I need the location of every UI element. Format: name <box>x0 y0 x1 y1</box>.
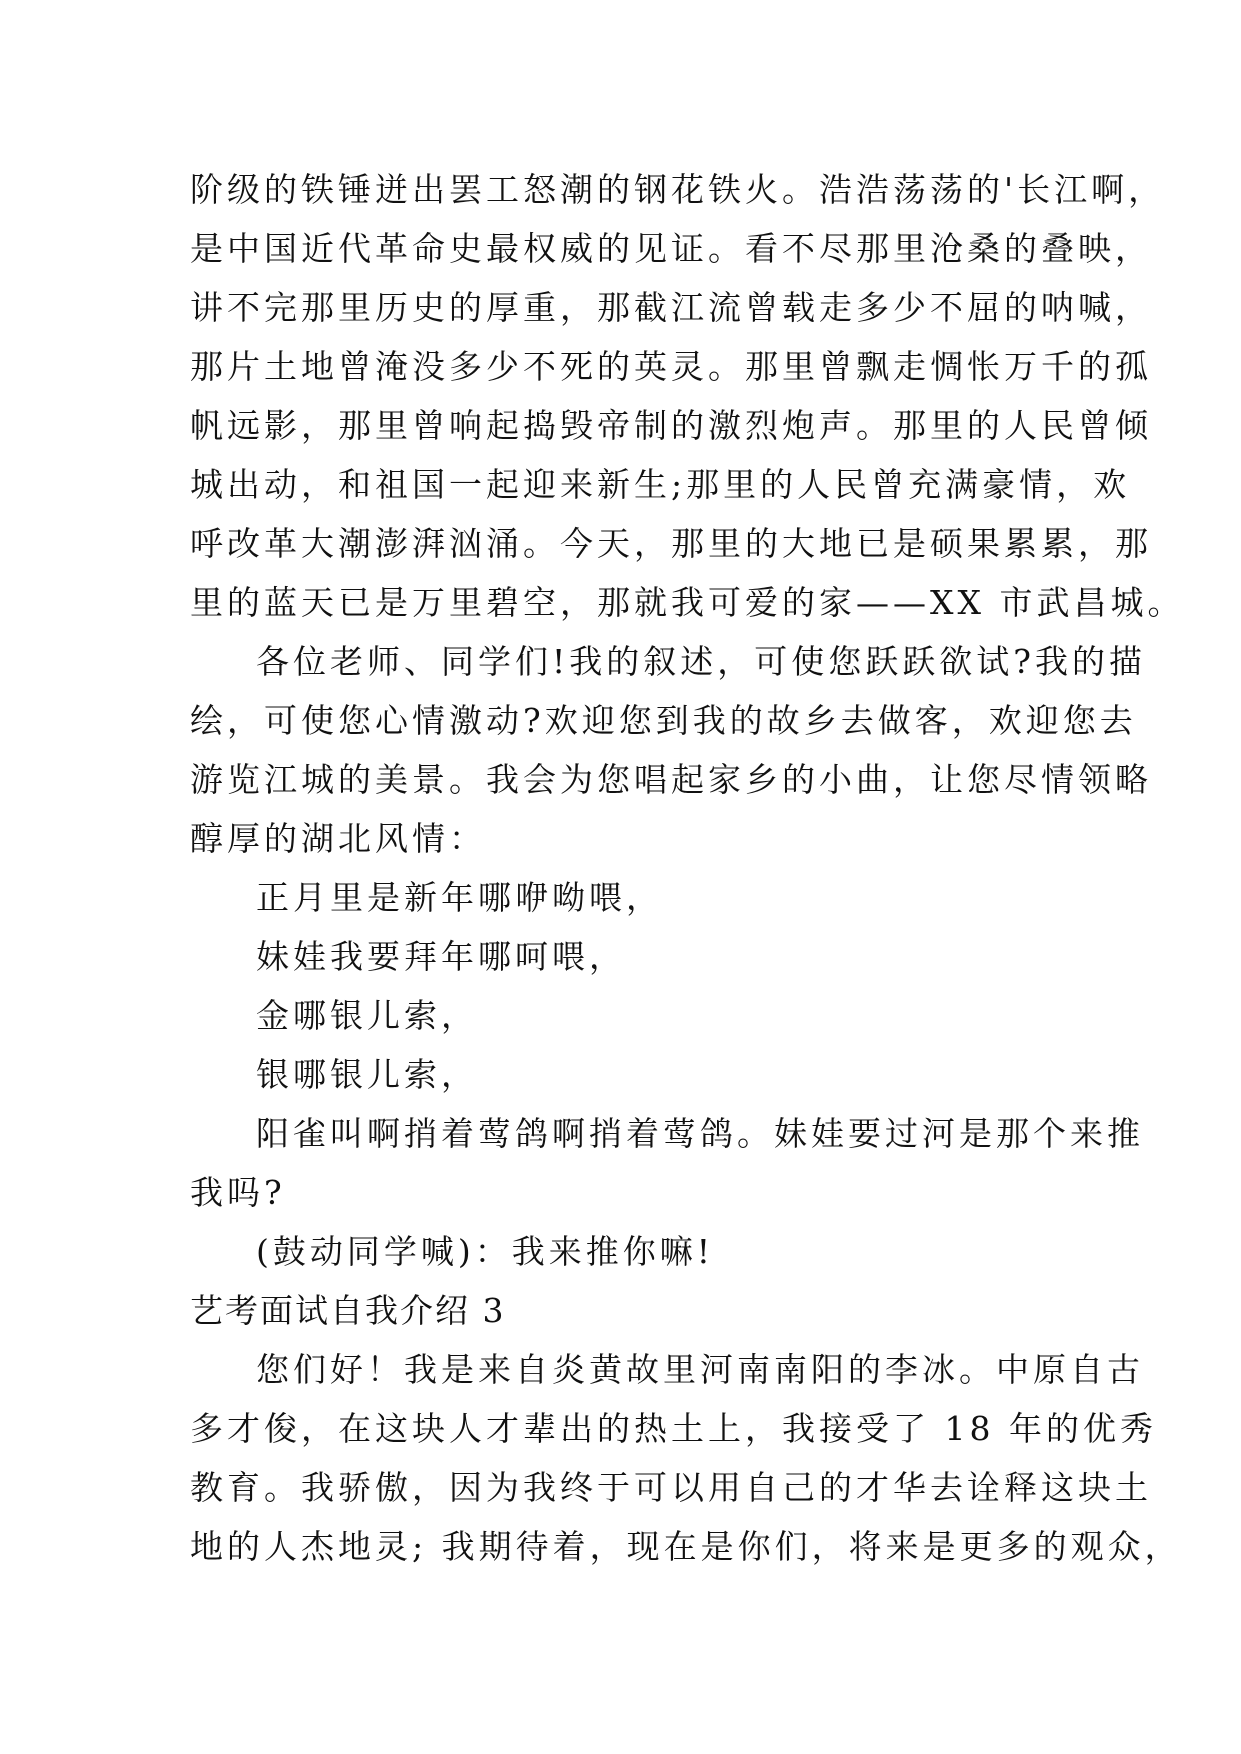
text-line: 城出动，和祖国一起迎来新生;那里的人民曾充满豪情，欢 <box>190 465 1131 504</box>
document-body <box>190 160 1185 1576</box>
paragraph-start-line: 您们好！我是来自炎黄故里河南南阳的李冰。中原自古 <box>256 1350 1144 1389</box>
text-line: 我吗? <box>190 1173 286 1212</box>
text-line: 讲不完那里历史的厚重，那截江流曾载走多少不屈的呐喊， <box>190 288 1152 327</box>
text-line: 那片土地曾淹没多少不死的英灵。那里曾飘走惆怅万千的孤 <box>190 347 1152 386</box>
text-line: 地的人杰地灵; 我期待着，现在是你们，将来是更多的观众， <box>190 1527 1182 1566</box>
text-line: 多才俊，在这块人才辈出的热土上，我接受了 18 年的优秀 <box>190 1409 1157 1448</box>
song-lyric-line: 银哪银儿索， <box>256 1055 478 1094</box>
song-lyric-line: 正月里是新年哪咿呦喂， <box>256 878 663 917</box>
text-line: 醇厚的湖北风情： <box>190 819 486 858</box>
text-line: 绘，可使您心情激动?欢迎您到我的故乡去做客，欢迎您去 <box>190 701 1137 740</box>
song-lyric-line: 阳雀叫啊捎着莺鸽啊捎着莺鸽。妹娃要过河是那个来推 <box>256 1114 1144 1153</box>
text-line: 呼改革大潮澎湃汹涌。今天，那里的大地已是硕果累累，那 <box>190 524 1152 563</box>
text-line: 里的蓝天已是万里碧空，那就我可爱的家——XX 市武昌城。 <box>190 583 1185 622</box>
text-line: 帆远影，那里曾响起捣毁帝制的激烈炮声。那里的人民曾倾 <box>190 406 1152 445</box>
paragraph-start-line: 各位老师、同学们!我的叙述，可使您跃跃欲试?我的描 <box>256 642 1146 681</box>
song-lyric-line: 金哪银儿索， <box>256 996 478 1035</box>
text-line: 是中国近代革命史最权威的见证。看不尽那里沧桑的叠映， <box>190 229 1152 268</box>
text-line: 教育。我骄傲，因为我终于可以用自己的才华去诠释这块土 <box>190 1468 1152 1507</box>
section-heading: 艺考面试自我介绍 3 <box>190 1291 506 1330</box>
text-line: 游览江城的美景。我会为您唱起家乡的小曲，让您尽情领略 <box>190 760 1152 799</box>
stage-direction-line: (鼓动同学喊)：我来推你嘛! <box>256 1232 715 1271</box>
song-lyric-line: 妹娃我要拜年哪呵喂， <box>256 937 626 976</box>
text-line: 阶级的铁锤迸出罢工怒潮的钢花铁火。浩浩荡荡的'长江啊， <box>190 170 1166 209</box>
